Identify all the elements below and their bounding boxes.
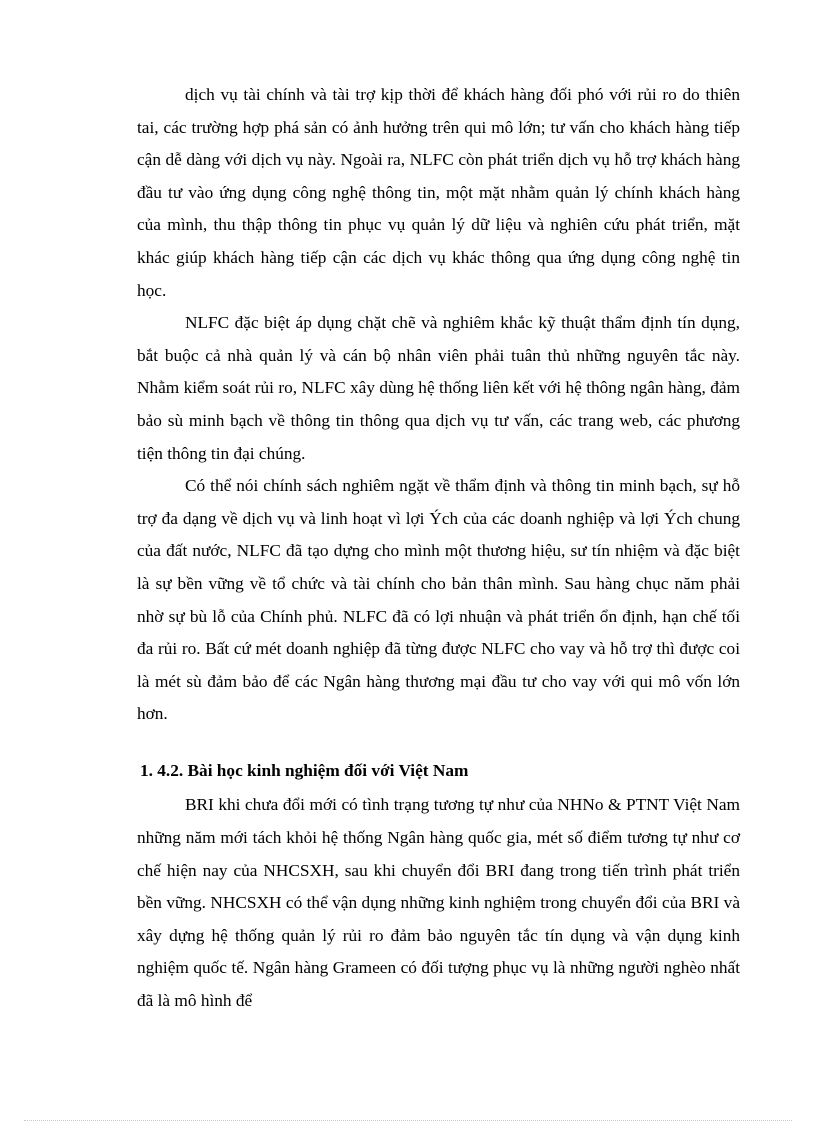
paragraph-4: BRI khi chưa đổi mới có tình trạng tương tự như của NHNo & PTNT Việt Nam những năm mới tách khỏi hệ thống Ngân hàng quốc gia, mét số điểm tương tự như cơ chế hiện nay của NHCSXH, sau khi chuyển đổi BRI đang trong tiến trình phát triển bền vững. NHCSXH có thể vận dụng những kinh nghiệm trong chuyển đổi của BRI và xây dựng hệ thống quản lý rủi ro đảm bảo nguyên tắc tín dụng và vận dụng kinh nghiệm quốc tế. Ngân hàng Grameen có đối tượng phục vụ là những người nghèo nhất đã là mô hình để xyxy=(137,795,740,1011)
paragraph-2: NLFC đặc biệt áp dụng chặt chẽ và nghiêm khắc kỹ thuật thẩm định tín dụng, bắt buộc cả nhà quản lý và cán bộ nhân viên phải tuân thủ những nguyên tắc này. Nhằm kiểm soát rủi ro, NLFC xây dùng hệ thống liên kết với hệ thông ngân hàng, đảm bảo sù minh bạch về thông tin thông qua dịch vụ tư vấn, các trang web, các phương tiện thông tin đại chúng. xyxy=(137,313,740,463)
document-body xyxy=(137,79,740,1018)
page-bottom-divider xyxy=(24,1120,792,1121)
paragraph-1: dịch vụ tài chính và tài trợ kịp thời để khách hàng đối phó với rủi ro do thiên tai, các trường hợp phá sản có ảnh hưởng trên qui mô lớn; tư vấn cho khách hàng tiếp cận dễ dàng với dịch vụ này. Ngoài ra, NLFC còn phát triển dịch vụ hỗ trợ khách hàng đầu tư vào ứng dụng công nghệ thông tin, một mặt nhằm quản lý chính khách hàng của mình, thu thập thông tin phục vụ quản lý dữ liệu và nghiên cứu phát triển, mặt khác giúp khách hàng tiếp cận các dịch vụ khác thông qua ứng dụng công nghệ tin học. xyxy=(137,85,740,300)
paragraph-3: Có thể nói chính sách nghiêm ngặt về thẩm định và thông tin minh bạch, sự hỗ trợ đa dạng về dịch vụ và linh hoạt vì lợi Ých của các doanh nghiệp và lợi Ých chung của đất nước, NLFC đã tạo dựng cho mình một thương hiệu, sư tín nhiệm và đặc biệt là sự bền vững về tổ chức và tài chính cho bản thân mình. Sau hàng chục năm phải nhờ sự bù lỗ của Chính phủ. NLFC đã có lợi nhuận và phát triển ổn định, hạn chế tối đa rủi ro. Bất cứ mét doanh nghiệp đã từng được NLFC cho vay và hỗ trợ thì được coi là mét sù đảm bảo để các Ngân hàng thương mại đầu tư cho vay với qui mô vốn lớn hơn. xyxy=(137,476,740,724)
section-heading: 1. 4.2. Bài học kinh nghiệm đối với Việt Nam xyxy=(140,760,469,780)
